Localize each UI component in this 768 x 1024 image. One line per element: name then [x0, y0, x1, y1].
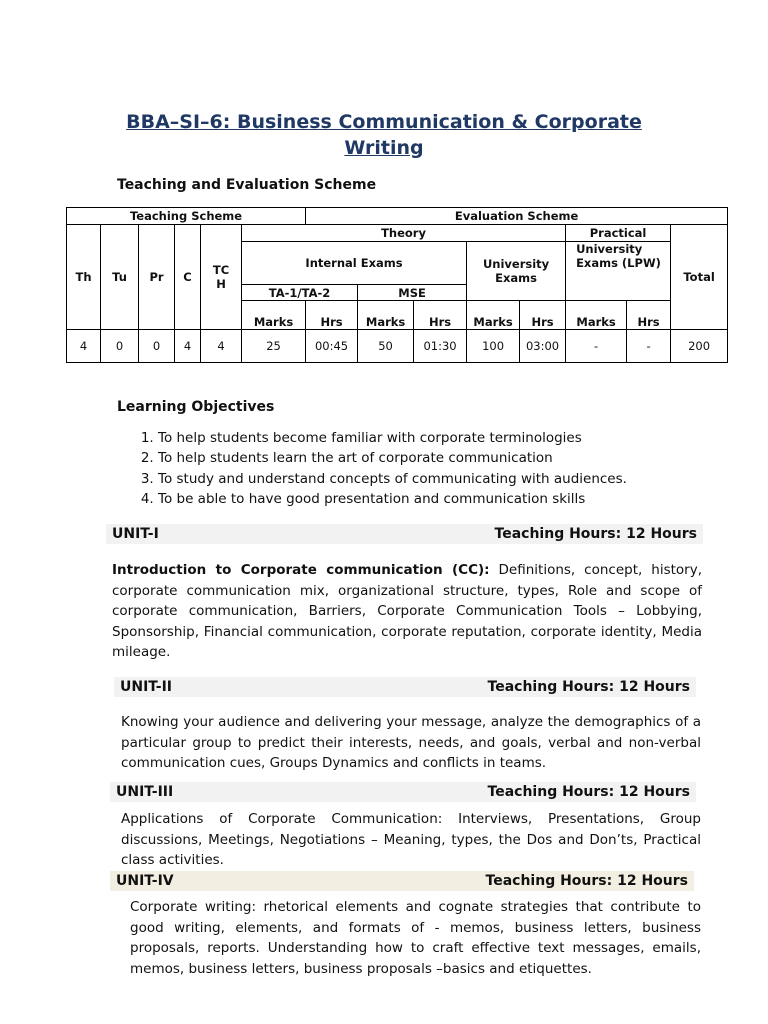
- univ-hrs-header: Hrs: [520, 301, 566, 330]
- table-cell: 0: [101, 330, 139, 363]
- table-cell: 50: [358, 330, 414, 363]
- unit-name: UNIT-IV: [116, 873, 174, 889]
- unit-header-4: [110, 871, 694, 891]
- unit-text: Definitions, concept, history, corporate communication mix, organizational structure, types, Role and scope of corporate communication, Barriers, Corporate Communication Tools – Lobbying, Sponsorship, Financial communication, corporate reputation, corporate identity, Media mileage.: [112, 562, 702, 661]
- practical-hrs-header: Hrs: [627, 301, 671, 330]
- table-cell: 0: [139, 330, 175, 363]
- unit-hours: Teaching Hours: 12 Hours: [485, 873, 688, 889]
- unit-header-2: [114, 677, 696, 697]
- list-item: 1. To help students become familiar with corporate terminologies: [158, 428, 718, 448]
- ta-hrs-header: Hrs: [306, 301, 358, 330]
- univ-marks-header: Marks: [467, 301, 520, 330]
- unit-lead: Introduction to Corporate communication (CC):: [112, 562, 490, 578]
- ta-header: TA-1/TA-2: [242, 285, 358, 301]
- table-cell: 25: [242, 330, 306, 363]
- table-row: [67, 330, 728, 363]
- table-cell: -: [627, 330, 671, 363]
- table-cell: 200: [671, 330, 728, 363]
- table-cell: 03:00: [520, 330, 566, 363]
- mse-hrs-header: Hrs: [414, 301, 467, 330]
- col-pr: Pr: [139, 225, 175, 330]
- evaluation-scheme-header: Evaluation Scheme: [306, 208, 728, 225]
- unit-name: UNIT-III: [116, 784, 174, 800]
- list-item: 3. To study and understand concepts of communicating with audiences.: [158, 469, 718, 489]
- scheme-heading: Teaching and Evaluation Scheme: [117, 177, 377, 193]
- table-cell: 100: [467, 330, 520, 363]
- mse-header: MSE: [358, 285, 467, 301]
- table-cell: -: [566, 330, 627, 363]
- learning-objectives-list: [118, 428, 718, 510]
- unit-header-3: [110, 782, 696, 802]
- table-cell: 01:30: [414, 330, 467, 363]
- internal-exams-header: Internal Exams: [242, 242, 467, 285]
- practical-header: Practical: [566, 225, 671, 242]
- theory-header: Theory: [242, 225, 566, 242]
- col-tch: TC H: [201, 225, 242, 330]
- ta-marks-header: Marks: [242, 301, 306, 330]
- learning-objectives-heading: Learning Objectives: [117, 399, 275, 415]
- unit-hours: Teaching Hours: 12 Hours: [487, 784, 690, 800]
- unit-hours: Teaching Hours: 12 Hours: [487, 679, 690, 695]
- table-cell: 4: [201, 330, 242, 363]
- list-item: 4. To be able to have good presentation and communication skills: [158, 489, 718, 509]
- unit-description-1: [112, 560, 702, 663]
- unit-hours: Teaching Hours: 12 Hours: [494, 526, 697, 542]
- col-total: Total: [671, 225, 728, 330]
- university-exams-lpw-header: University Exams (LPW): [566, 242, 671, 301]
- col-tu: Tu: [101, 225, 139, 330]
- university-exams-header: University Exams: [467, 242, 566, 301]
- col-c: C: [175, 225, 201, 330]
- table-cell: 00:45: [306, 330, 358, 363]
- table-cell: 4: [67, 330, 101, 363]
- teaching-scheme-header: Teaching Scheme: [67, 208, 306, 225]
- mse-marks-header: Marks: [358, 301, 414, 330]
- unit-description-4: Corporate writing: rhetorical elements and cognate strategies that contribute to good writing, elements, and formats of - memos, business letters, business proposals, reports. Understanding how to craft effective text messages, emails, memos, business letters, business proposals –basics and etiquettes.: [130, 899, 701, 977]
- unit-description-2: Knowing your audience and delivering your message, analyze the demographics of a particular group to predict their interests, needs, and goals, verbal and non-verbal communication cues, Groups Dynamics and conflicts in teams.: [121, 714, 701, 772]
- practical-marks-header: Marks: [566, 301, 627, 330]
- unit-header-1: [106, 524, 703, 544]
- unit-name: UNIT-I: [112, 526, 159, 542]
- unit-name: UNIT-II: [120, 679, 173, 695]
- list-item: 2. To help students learn the art of corporate communication: [158, 448, 718, 468]
- table-cell: 4: [175, 330, 201, 363]
- col-th: Th: [67, 225, 101, 330]
- unit-description-3: Applications of Corporate Communication: Interviews, Presentations, Group discussions, Meetings, Negotiations – Meaning, types, the Dos and Don’ts, Practical class activities.: [121, 811, 701, 869]
- evaluation-scheme-table: [66, 207, 728, 363]
- page-title: BBA–SI–6: Business Communication & Corporate Writing: [126, 111, 642, 159]
